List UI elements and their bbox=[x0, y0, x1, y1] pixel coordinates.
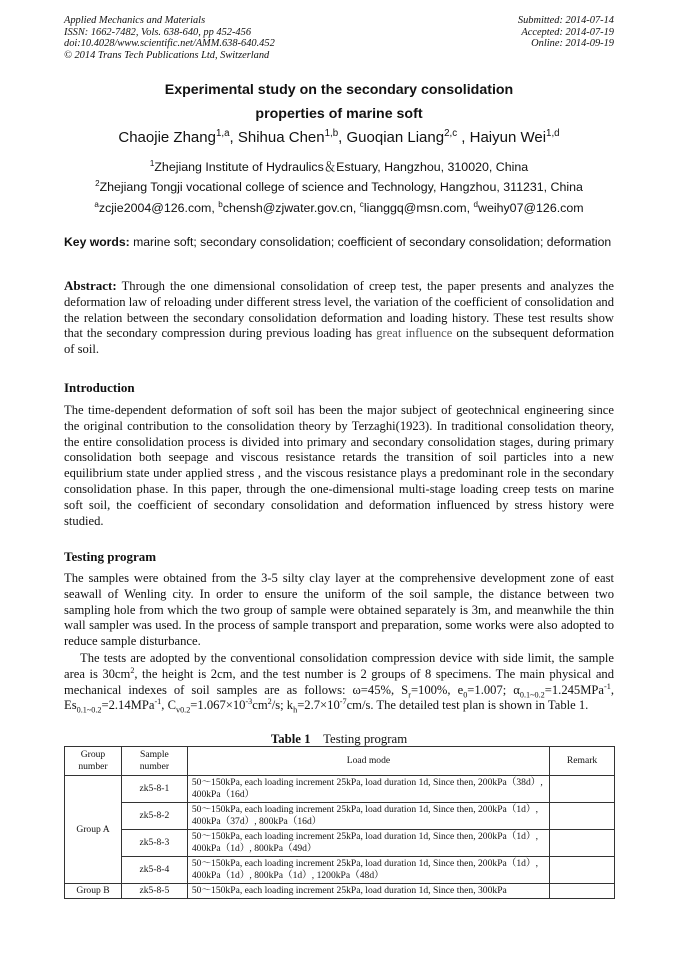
sample-cell: zk5-8-1 bbox=[121, 776, 187, 803]
abstract-highlight: great influence bbox=[376, 326, 453, 341]
remark-cell bbox=[550, 830, 615, 857]
testing-program-table bbox=[64, 746, 615, 899]
table-row bbox=[65, 803, 615, 830]
submitted-date: Submitted: 2014-07-14 bbox=[517, 15, 614, 26]
group-cell: Group B bbox=[65, 884, 122, 899]
abstract bbox=[64, 278, 614, 358]
email-link[interactable]: chensh@zjwater.gov.cn, bbox=[222, 201, 357, 215]
table-caption bbox=[64, 732, 614, 747]
remark-cell bbox=[550, 857, 615, 884]
table-header-row bbox=[65, 747, 615, 776]
table-row bbox=[65, 830, 615, 857]
author-sup: 1,b bbox=[324, 128, 339, 139]
table-row bbox=[65, 776, 615, 803]
keywords-text: marine soft; secondary consolidation; coefficient of secondary consolidation; deformation bbox=[133, 235, 612, 249]
abstract-text: Through the one dimensional consolidation of creep test, the paper presents and analyzes the deformation law of reloading under different stress level, the variation of the coefficient of consolidation and the relation between the secondary consolidation deformation and loading history. These test results show that the secondary compression during previous loading has bbox=[64, 279, 615, 341]
group-cell: Group A bbox=[65, 776, 122, 884]
sample-cell: zk5-8-3 bbox=[121, 830, 187, 857]
table-caption-label: Table 1 bbox=[270, 732, 311, 746]
sample-cell: zk5-8-2 bbox=[121, 803, 187, 830]
remark-cell bbox=[550, 776, 615, 803]
column-header: Sample number bbox=[121, 747, 187, 776]
author-sup: 2,c bbox=[444, 128, 458, 139]
remark-cell bbox=[550, 803, 615, 830]
column-header: Load mode bbox=[187, 747, 549, 776]
load-mode-cell: 50～150kPa, each loading increment 25kPa, load duration 1d, Since then, 200kPa（1d）, 400kPa（1d）, 800kPa（1d）, 1200kPa（48d） bbox=[187, 857, 549, 884]
email-link[interactable]: zcjie2004@126.com, bbox=[98, 201, 215, 215]
sample-cell: zk5-8-4 bbox=[121, 857, 187, 884]
author-sup: 1,a bbox=[215, 128, 230, 139]
email-link[interactable]: weihy07@126.com bbox=[478, 201, 584, 215]
load-mode-cell: 50～150kPa, each loading increment 25kPa, load duration 1d, Since then, 200kPa（1d）, 400kPa（1d）, 800kPa（49d） bbox=[187, 830, 549, 857]
author-sup: 1,d bbox=[546, 128, 560, 139]
author-name: Chaojie Zhang bbox=[118, 129, 216, 146]
author-name: Guoqian Liang bbox=[346, 129, 445, 146]
load-mode-cell: 50～150kPa, each loading increment 25kPa, load duration 1d, Since then, 200kPa（1d）, 400kPa（37d）, 800kPa（16d） bbox=[187, 803, 549, 830]
testing-paragraph-2: The tests are adopted by the conventional consolidation compression device with side limit, the sample area is $30cm^2$, the height is 2cm, and the test number is 2 groups of 8 specimens. The main physical and mechanical indexes of soil samples are as follows: ω=45%, $S_r=100\%$, $e_0=1.007$; $\alpha_{0.1\sim 0.2}=1.245MPa^{-1}$, $Es_{0.1\sim 0.2}=2.14MPa^{-1}$, $C_{v0.2}=1.067\times 10^{-3}cm^2/s$; $k_h=2.7\times 10^{-7}cm/s$. The detailed test plan is shown in Table 1. bbox=[64, 651, 614, 715]
journal-name: Applied Mechanics and Materials bbox=[64, 15, 206, 26]
introduction-text: The time-dependent deformation of soft soil has been the major subject of geotechnical engineering since the original contribution to the consolidation theory by Terzaghi(1923). In traditional consolidation theory, the entire consolidation process is divided into primary and secondary consolidation stages, during primary consolidation both seepage and viscous resistance retards the transition of soil particles into a new equilibrium state under applied stress , and the viscous resistance plays a predominant role in the secondary consolidation phase. In this paper, through the one-dimensional multi-stage loading creep tests on marine soft soil, the coefficient of secondary consolidation and deformation influenced by stress history were studied. bbox=[64, 403, 614, 528]
column-header: Remark bbox=[550, 747, 615, 776]
section-heading-introduction: Introduction bbox=[64, 380, 135, 395]
column-header: Group number bbox=[65, 747, 122, 776]
paper-title-line-1: Experimental study on the secondary consolidation bbox=[164, 82, 514, 98]
abstract-label: Abstract: bbox=[64, 278, 117, 293]
email-link[interactable]: lianggq@msn.com, bbox=[363, 201, 471, 215]
journal-header bbox=[64, 15, 275, 61]
affiliation-1: $^1$Zhejiang Institute of Hydraulics＆Estuary, Hangzhou, 310020, China bbox=[149, 158, 529, 174]
load-mode-cell: 50～150kPa, each loading increment 25kPa, load duration 1d, Since then, 300kPa bbox=[187, 884, 549, 899]
keywords bbox=[64, 235, 614, 249]
accepted-date: Accepted: 2014-07-19 bbox=[521, 26, 614, 38]
author-name: Shihua Chen bbox=[237, 129, 325, 146]
author-list: Chaojie Zhang$^{1,a}$, Shihua Chen$^{1,b}$, Guoqian Liang$^{2,c}$ , Haiyun Wei$^{1,d}$ bbox=[118, 128, 560, 146]
doi: doi:10.4028/www.scientific.net/AMM.638-640.452 bbox=[64, 38, 275, 50]
author-name: Haiyun Wei bbox=[469, 129, 547, 146]
load-mode-cell: 50～150kPa, each loading increment 25kPa, load duration 1d, Since then, 200kPa（38d）, 400kPa（16d） bbox=[187, 776, 549, 803]
dates-header bbox=[518, 15, 614, 50]
copyright: © 2014 Trans Tech Publications Ltd, Switzerland bbox=[64, 49, 270, 61]
paper-title-line-2: properties of marine soft bbox=[255, 106, 423, 122]
issn: ISSN: 1662-7482, Vols. 638-640, pp 452-456 bbox=[64, 26, 252, 38]
online-date: Online: 2014-09-19 bbox=[531, 38, 614, 50]
sample-cell: zk5-8-5 bbox=[121, 884, 187, 899]
section-heading-testing-program: Testing program bbox=[64, 549, 157, 564]
table-row bbox=[65, 857, 615, 884]
remark-cell bbox=[550, 884, 615, 899]
affiliation-2: $^2$Zhejiang Tongji vocational college of science and Technology, Hangzhou, 311231, China bbox=[95, 178, 583, 194]
testing-paragraph-1: The samples were obtained from the 3-5 silty clay layer at the comprehensive development zone of east seawall of Wenling city. In order to ensure the uniform of the soil sample, the distance between two sampling hole from which the two group of sample were obtained separately is 3m, and meanwhile the thin wall sampler was used. In the process of sample transport and preparation, some works were also adopted to reduce sample disturbance. bbox=[64, 571, 614, 649]
table-row bbox=[65, 884, 615, 899]
email-list: $^a$zcjie2004@126.com, $^b$chensh@zjwater.gov.cn, $^c$lianggq@msn.com, $^d$weihy07@126.com bbox=[94, 199, 584, 215]
abstract-end: on the subsequent deformation of soil. bbox=[64, 326, 615, 357]
table-caption-text: Testing program bbox=[323, 732, 408, 746]
keywords-label: Key words: bbox=[64, 235, 130, 249]
